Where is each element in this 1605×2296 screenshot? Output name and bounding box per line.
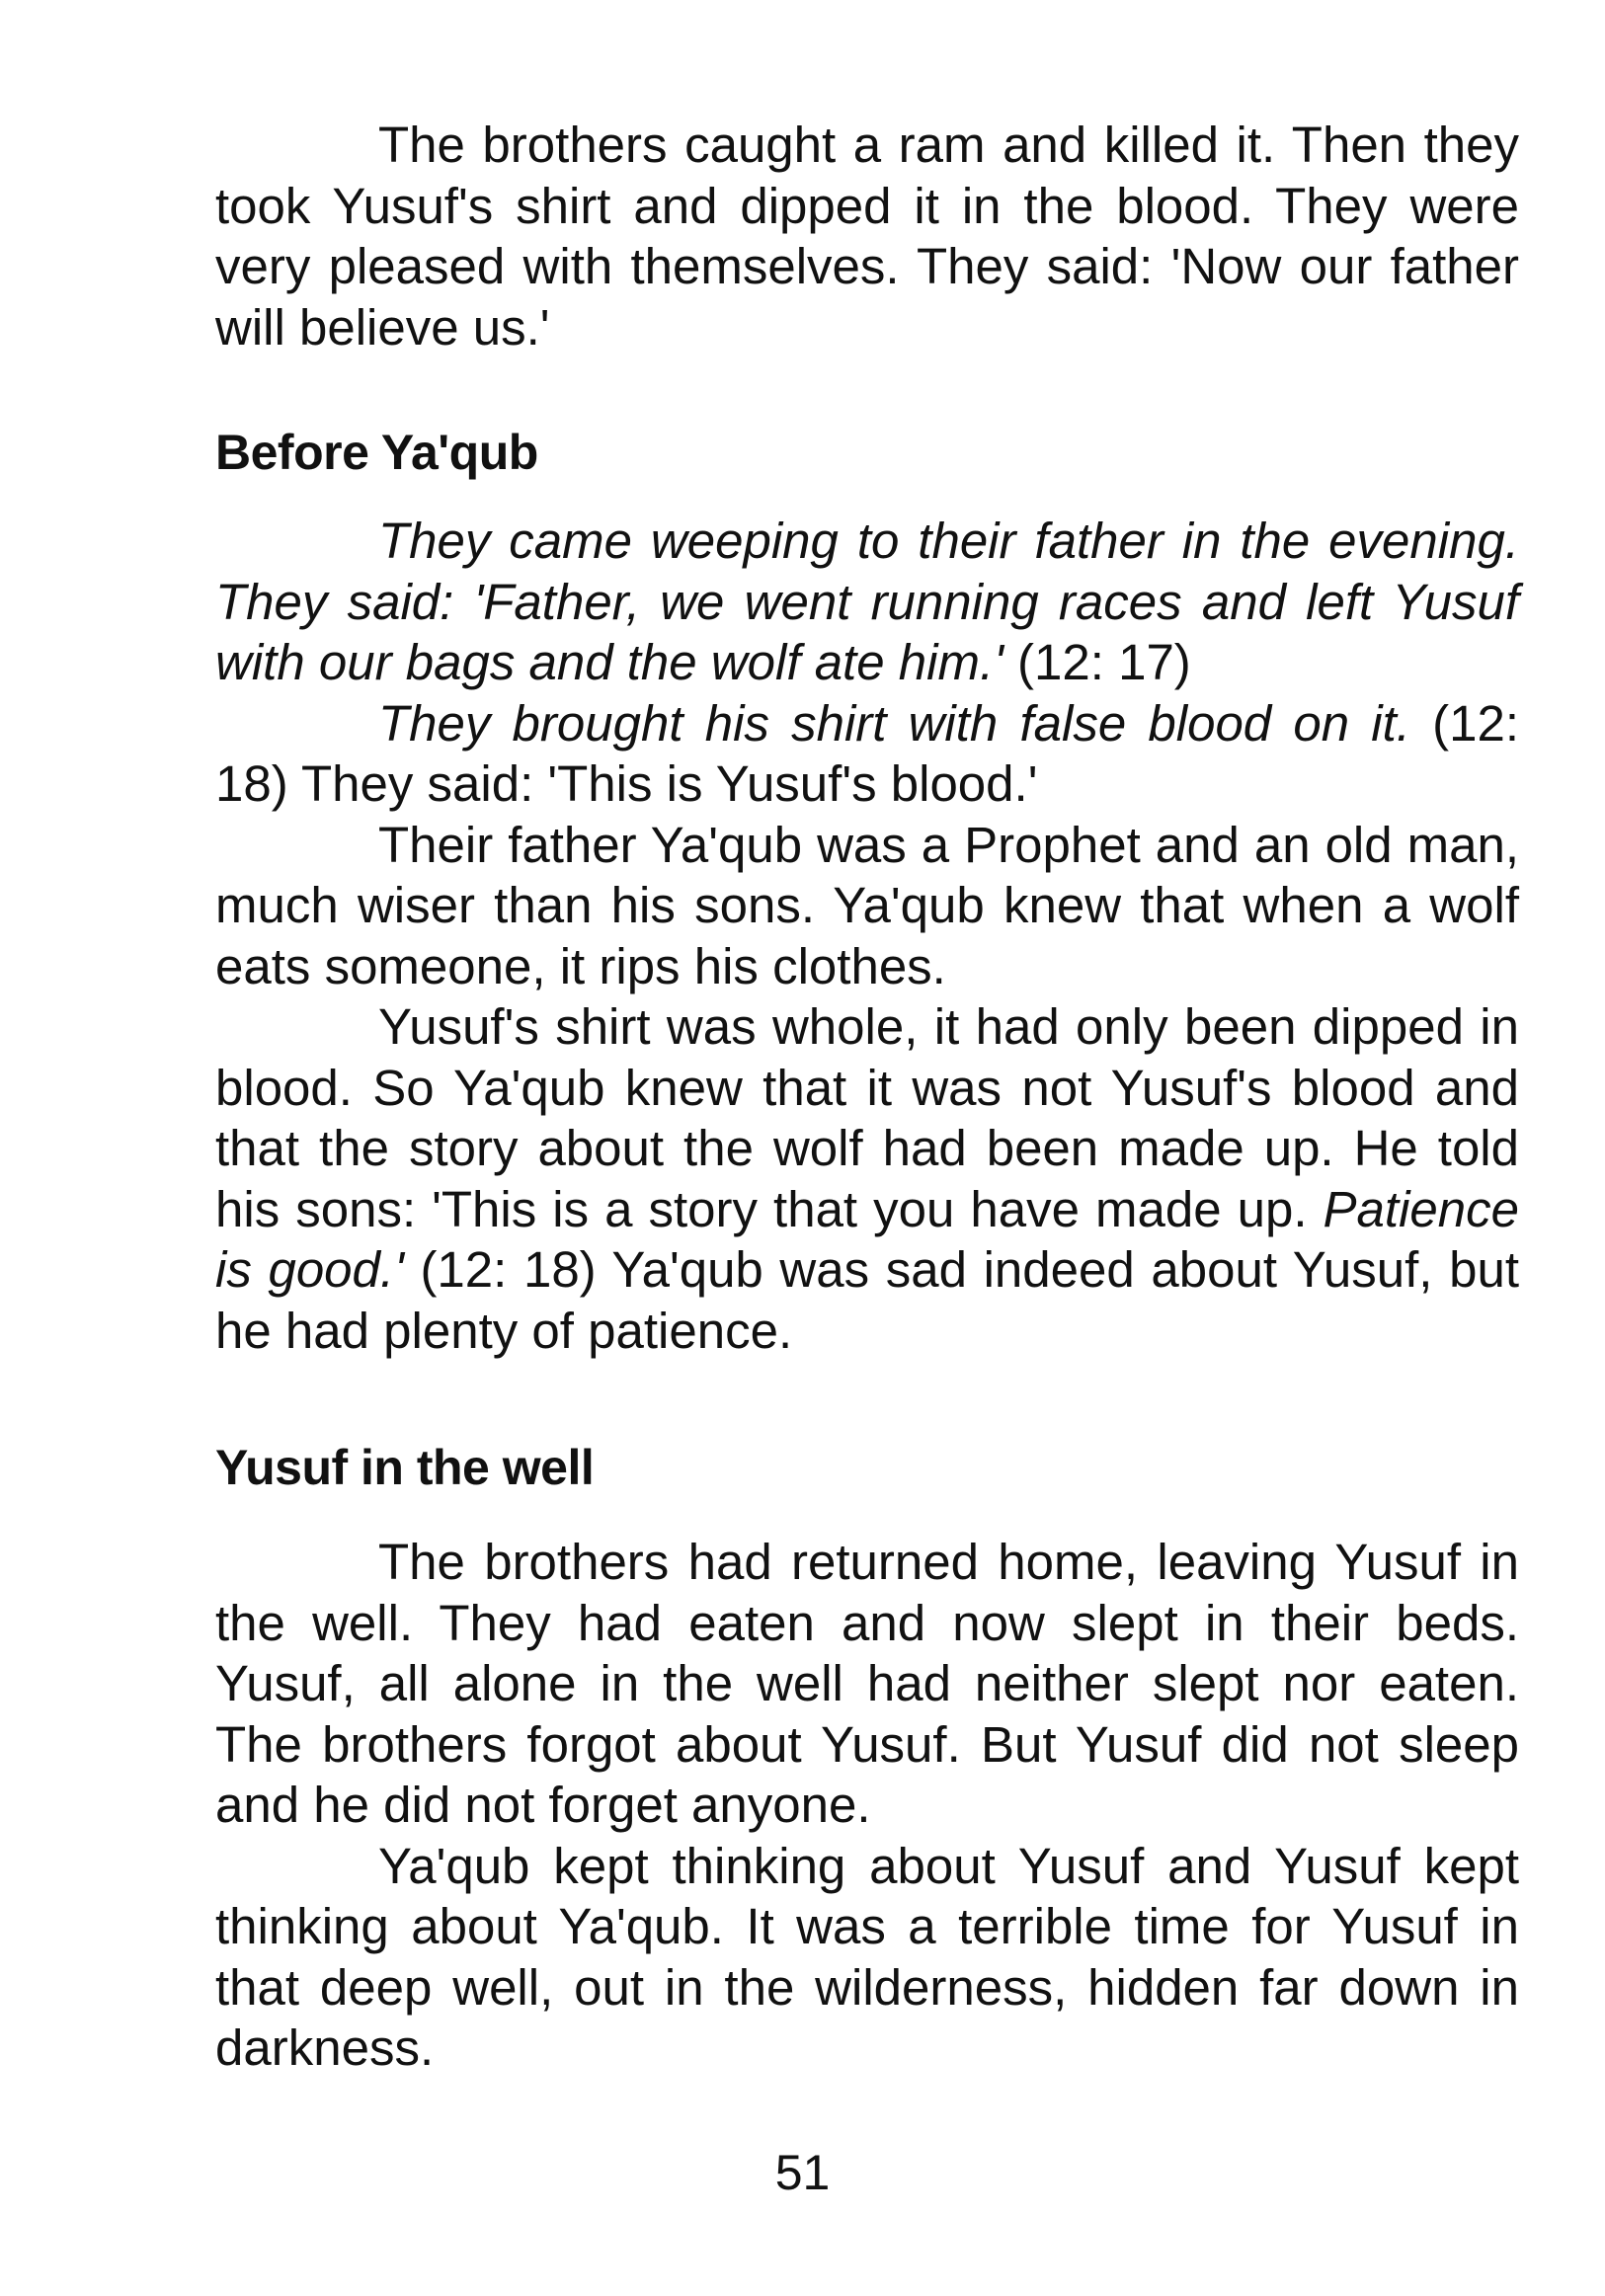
- body-paragraph: Ya'qub kept thinking about Yusuf and Yusuf kept thinking about Ya'qub. It was a terrible time for Yusuf in that deep well, out in the wilderness, hidden far down in darkness.: [215, 1837, 1519, 2076]
- page-number: 51: [774, 2145, 831, 2200]
- section-body-before-yaqub: [215, 511, 1519, 1361]
- section-body-yusuf-in-the-well: [215, 1532, 1519, 2079]
- text-column: [215, 115, 1519, 2079]
- shirt-quote-paragraph: [215, 693, 1519, 815]
- quran-quote-text: They came weeping to their father in the evening. They said: 'Father, we went running races and left Yusuf with our bags and the wolf ate him.': [215, 513, 1519, 690]
- paragraph-text: Yusuf's shirt was whole, it had only been dipped in blood. So Ya'qub knew that it was not Yusuf's blood and that the story about the wolf had been made up. He told his sons: 'This is a story that you have made up.: [215, 998, 1519, 1237]
- intro-paragraph: The brothers caught a ram and killed it. Then they took Yusuf's shirt and dipped it in the blood. They were very pleased with themselves. They said: 'Now our father will believe us.': [215, 117, 1519, 356]
- quran-reference: (12: 17): [1003, 634, 1191, 690]
- body-paragraph: The brothers had returned home, leaving Yusuf in the well. They had eaten and now slept in their beds. Yusuf, all alone in the well had neither slept nor eaten. The brothers forgot about Yusuf. But Yusuf did not sleep and he did not forget anyone.: [215, 1534, 1519, 1833]
- body-paragraph: [215, 996, 1519, 1361]
- section-heading-yusuf-in-the-well: Yusuf in the well: [215, 1440, 595, 1495]
- quran-quote-paragraph: [215, 511, 1519, 693]
- quran-quote-text: Patience is good.': [215, 1180, 1519, 1298]
- paragraph-text: (12: 18) Ya'qub was sad indeed about Yusuf, but he had plenty of patience.: [215, 1241, 1519, 1359]
- section-heading-before-yaqub: Before Ya'qub: [215, 425, 538, 480]
- body-paragraph: Their father Ya'qub was a Prophet and an old man, much wiser than his sons. Ya'qub knew that when a wolf eats someone, it rips his clothes.: [215, 816, 1519, 994]
- quran-quote-text: They brought his shirt with false blood on it.: [378, 694, 1410, 752]
- paragraph-text: (12: 18) They said: 'This is Yusuf's blood.': [215, 694, 1519, 812]
